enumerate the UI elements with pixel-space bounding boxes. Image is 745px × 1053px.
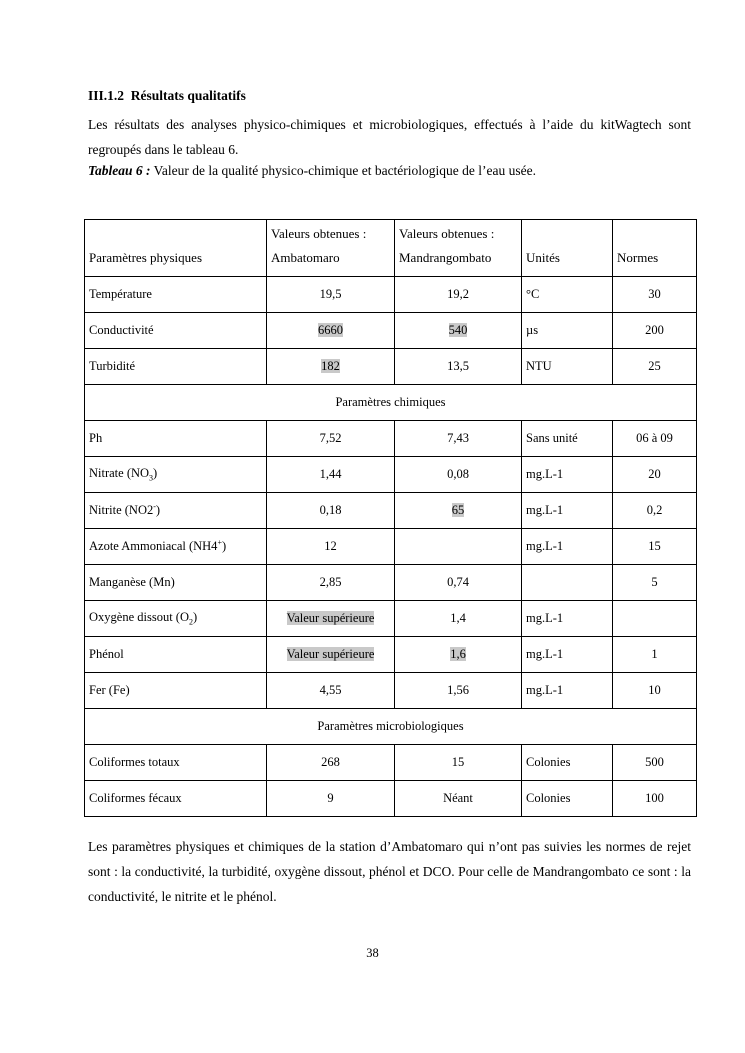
table-row	[85, 529, 697, 565]
table-row	[85, 673, 697, 709]
mandrangombato-cell: 19,2	[395, 277, 522, 313]
mandrangombato-cell	[395, 529, 522, 565]
ambatomaro-cell: 7,52	[267, 421, 395, 457]
ambatomaro-cell	[267, 601, 395, 637]
conclusion-paragraph: Les paramètres physiques et chimiques de la station d’Ambatomaro qui n’ont pas suivies les normes de rejet sont : la conductivité, la turbidité, oxygène dissout, phénol et DCO. Pour celle de Mandrangombato ce sont : la conductivité, le nitrite et le phénol.	[88, 839, 691, 904]
ambatomaro-cell	[267, 349, 395, 385]
ambatomaro-cell: 268	[267, 745, 395, 781]
param-cell: Température	[85, 277, 267, 313]
mandrangombato-cell: 15	[395, 745, 522, 781]
caption-label: Tableau 6 :	[88, 163, 151, 178]
highlighted-value: 1,6	[450, 647, 466, 661]
mandrangombato-cell: Néant	[395, 781, 522, 817]
header-ambatomaro: Valeurs obtenues : Ambatomaro	[267, 220, 395, 277]
table-row	[85, 277, 697, 313]
highlighted-value: Valeur supérieure	[286, 611, 375, 625]
table-row	[85, 313, 697, 349]
table-row	[85, 421, 697, 457]
norm-cell: 06 à 09	[613, 421, 697, 457]
param-cell: Fer (Fe)	[85, 673, 267, 709]
section-row-microbiological	[85, 709, 697, 745]
unit-cell: Colonies	[522, 745, 613, 781]
ambatomaro-cell: 19,5	[267, 277, 395, 313]
param-cell: Conductivité	[85, 313, 267, 349]
param-cell: Coliformes fécaux	[85, 781, 267, 817]
unit-cell: mg.L-1	[522, 637, 613, 673]
unit-cell: µs	[522, 313, 613, 349]
norm-cell: 10	[613, 673, 697, 709]
table-row	[85, 781, 697, 817]
unit-cell: °C	[522, 277, 613, 313]
highlighted-value: 65	[451, 503, 465, 517]
unit-cell: NTU	[522, 349, 613, 385]
table-header-row	[85, 220, 697, 277]
ambatomaro-cell: 12	[267, 529, 395, 565]
unit-cell: Sans unité	[522, 421, 613, 457]
param-cell: Nitrate $(NO_3)$	[85, 457, 267, 493]
header-mandrangombato: Valeurs obtenues : Mandrangombato	[395, 220, 522, 277]
mandrangombato-cell	[395, 493, 522, 529]
norm-cell: 30	[613, 277, 697, 313]
param-cell: Azote Ammoniacal (NH4+)	[85, 529, 267, 565]
param-cell: Ph	[85, 421, 267, 457]
norm-cell	[613, 601, 697, 637]
table-row	[85, 457, 697, 493]
highlighted-value: 6660	[318, 323, 343, 337]
section-heading: III.1.2 Résultats qualitatifs	[88, 88, 246, 103]
norm-cell: 5	[613, 565, 697, 601]
ambatomaro-cell: 2,85	[267, 565, 395, 601]
mandrangombato-cell: 1,4	[395, 601, 522, 637]
caption-text: Valeur de la qualité physico-chimique et bactériologique de l’eau usée.	[150, 163, 536, 178]
ambatomaro-cell	[267, 637, 395, 673]
ambatomaro-cell	[267, 313, 395, 349]
unit-cell: mg.L-1	[522, 601, 613, 637]
norm-cell: 1	[613, 637, 697, 673]
mandrangombato-cell: 1,56	[395, 673, 522, 709]
header-norms: Normes	[613, 220, 697, 277]
param-cell: Nitrite (NO2-)	[85, 493, 267, 529]
mandrangombato-cell: 0,08	[395, 457, 522, 493]
intro-paragraph: Les résultats des analyses physico-chimiques et microbiologiques, effectués à l’aide du kitWagtech sont regroupés dans le tableau 6.	[88, 117, 691, 157]
section-row-chemical	[85, 385, 697, 421]
unit-cell	[522, 565, 613, 601]
table-row	[85, 637, 697, 673]
norm-cell: 0,2	[613, 493, 697, 529]
unit-cell: mg.L-1	[522, 493, 613, 529]
table-row	[85, 493, 697, 529]
unit-cell: mg.L-1	[522, 673, 613, 709]
table-row	[85, 601, 697, 637]
highlighted-value: Valeur supérieure	[286, 647, 375, 661]
highlighted-value: 182	[321, 359, 340, 373]
param-cell: Coliformes totaux	[85, 745, 267, 781]
mandrangombato-cell	[395, 313, 522, 349]
param-cell: Turbidité	[85, 349, 267, 385]
norm-cell: 15	[613, 529, 697, 565]
ambatomaro-cell: 1,44	[267, 457, 395, 493]
unit-cell: Colonies	[522, 781, 613, 817]
mandrangombato-cell: 13,5	[395, 349, 522, 385]
param-cell: Oxygène dissout $(O_2)$	[85, 601, 267, 637]
micro-section-label: Paramètres microbiologiques	[85, 709, 697, 745]
param-cell: Manganèse (Mn)	[85, 565, 267, 601]
header-units: Unités	[522, 220, 613, 277]
mandrangombato-cell: 0,74	[395, 565, 522, 601]
unit-cell: mg.L-1	[522, 457, 613, 493]
ambatomaro-cell: 4,55	[267, 673, 395, 709]
norm-cell: 20	[613, 457, 697, 493]
chemical-section-label: Paramètres chimiques	[85, 385, 697, 421]
table-row	[85, 349, 697, 385]
norm-cell: 25	[613, 349, 697, 385]
page-number: 38	[366, 946, 379, 960]
norm-cell: 500	[613, 745, 697, 781]
mandrangombato-cell	[395, 637, 522, 673]
table-caption	[88, 163, 536, 179]
param-cell: Phénol	[85, 637, 267, 673]
mandrangombato-cell: 7,43	[395, 421, 522, 457]
highlighted-value: 540	[448, 323, 468, 337]
results-table	[84, 219, 697, 817]
table-row	[85, 565, 697, 601]
ambatomaro-cell: 0,18	[267, 493, 395, 529]
unit-cell: mg.L-1	[522, 529, 613, 565]
table-row	[85, 745, 697, 781]
norm-cell: 200	[613, 313, 697, 349]
norm-cell: 100	[613, 781, 697, 817]
ambatomaro-cell: 9	[267, 781, 395, 817]
header-parameters: Paramètres physiques	[85, 220, 267, 277]
